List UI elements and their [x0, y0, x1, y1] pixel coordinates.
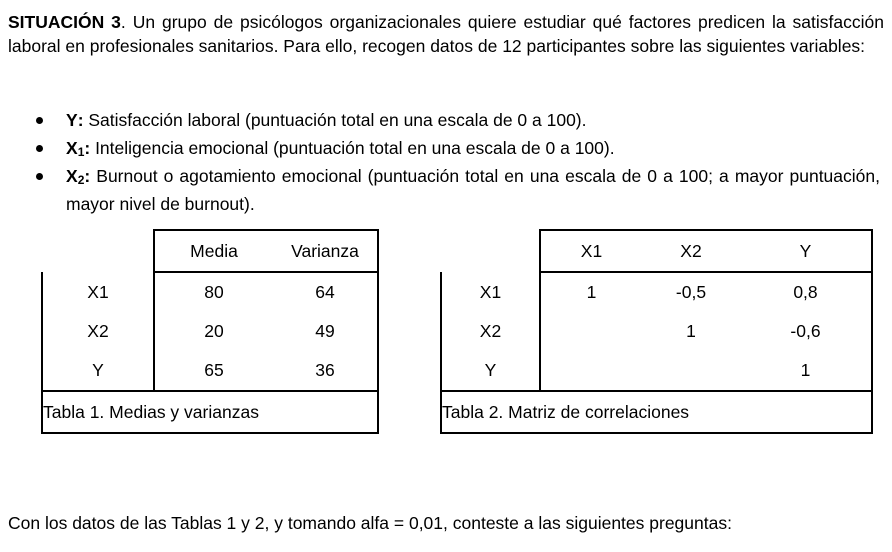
table-header-cell: Y: [740, 230, 872, 272]
table-cell: 80: [204, 282, 224, 302]
variable-item-x1: $X_1$: Inteligencia emocional (puntuación total en una escala de 0 a 100).: [34, 136, 880, 164]
table-row-label: X1: [42, 272, 154, 312]
table-row: [42, 351, 378, 391]
variable-label: X: [66, 138, 78, 158]
table-cell: 64: [273, 272, 378, 312]
table-row: [441, 351, 872, 391]
table-cell: 20: [204, 321, 224, 341]
table-caption-row: [441, 391, 872, 433]
table-cell: 0,8: [740, 272, 872, 312]
table-correlation-matrix: [440, 229, 873, 434]
variable-label: X: [66, 166, 78, 186]
table-cell: [642, 351, 740, 391]
table-header-row: [42, 230, 378, 272]
table-cell: [540, 351, 642, 391]
table-cell: -0,5: [675, 282, 707, 302]
variable-item-x2: $X_2$: Burnout o agotamiento emocional (puntuación total en una escala de 0 a 100; a mayor puntuación, mayor nivel de burnout).: [34, 164, 880, 216]
table-cell: 49: [273, 312, 378, 351]
table-row-label: X1: [441, 272, 540, 312]
table-header-cell: X1: [540, 230, 642, 272]
variable-subscript: 2: [77, 173, 85, 187]
table-row: [42, 272, 378, 312]
table-header-cell: X2: [642, 230, 740, 272]
variable-label: Y: [66, 110, 78, 130]
table-cell: [540, 312, 642, 351]
variable-subscript: 1: [77, 145, 85, 159]
table-row: [42, 312, 378, 351]
table-row-label: X2: [441, 312, 540, 351]
table-header-row: [441, 230, 872, 272]
table-header-cell: Media: [154, 230, 273, 272]
table-header-cell: Varianza: [273, 230, 378, 272]
variable-description: Inteligencia emocional (puntuación total en una escala de 0 a 100).: [90, 138, 615, 158]
table-cell: 1: [740, 351, 872, 391]
variable-item-y: Y: Satisfacción laboral (puntuación total en una escala de 0 a 100).: [34, 108, 880, 136]
table-cell: 1: [686, 321, 696, 341]
variable-description: Satisfacción laboral (puntuación total en una escala de 0 a 100).: [83, 110, 587, 130]
table-row-label: Y: [42, 351, 154, 391]
table-cell: 65: [154, 351, 273, 391]
variable-description: Burnout o agotamiento emocional (puntuación total en una escala de 0 a 100; a mayor puntuación, mayor nivel de burnout).: [66, 166, 880, 214]
table-cell: 1: [586, 282, 597, 302]
table-row: [441, 272, 872, 312]
table-row-label: X2: [42, 312, 154, 351]
table-caption-row: [42, 391, 378, 433]
situation-heading: SITUACIÓN 3: [8, 12, 121, 32]
table-header-cell: [42, 230, 154, 272]
table-caption: Tabla 2. Matriz de correlaciones: [441, 391, 872, 433]
table-cell: 36: [273, 351, 378, 391]
variable-list: [34, 108, 880, 216]
table-cell: -0,6: [740, 312, 872, 351]
table-header-cell: [441, 230, 540, 272]
table-row: [441, 312, 872, 351]
situation-text: . Un grupo de psicólogos organizacionales quiere estudiar qué factores predicen la satisfacción laboral en profesionales sanitarios. Para ello, recogen datos de 12 participantes sobre las siguientes variables:: [8, 12, 884, 56]
table-caption: Tabla 1. Medias y varianzas: [42, 391, 378, 433]
situation-intro: [8, 10, 884, 58]
table-means-variances: [41, 229, 379, 434]
instructions-text: Con los datos de las Tablas 1 y 2, y tomando alfa = 0,01, conteste a las siguientes preguntas:: [8, 513, 732, 533]
table-row-label: Y: [441, 351, 540, 391]
